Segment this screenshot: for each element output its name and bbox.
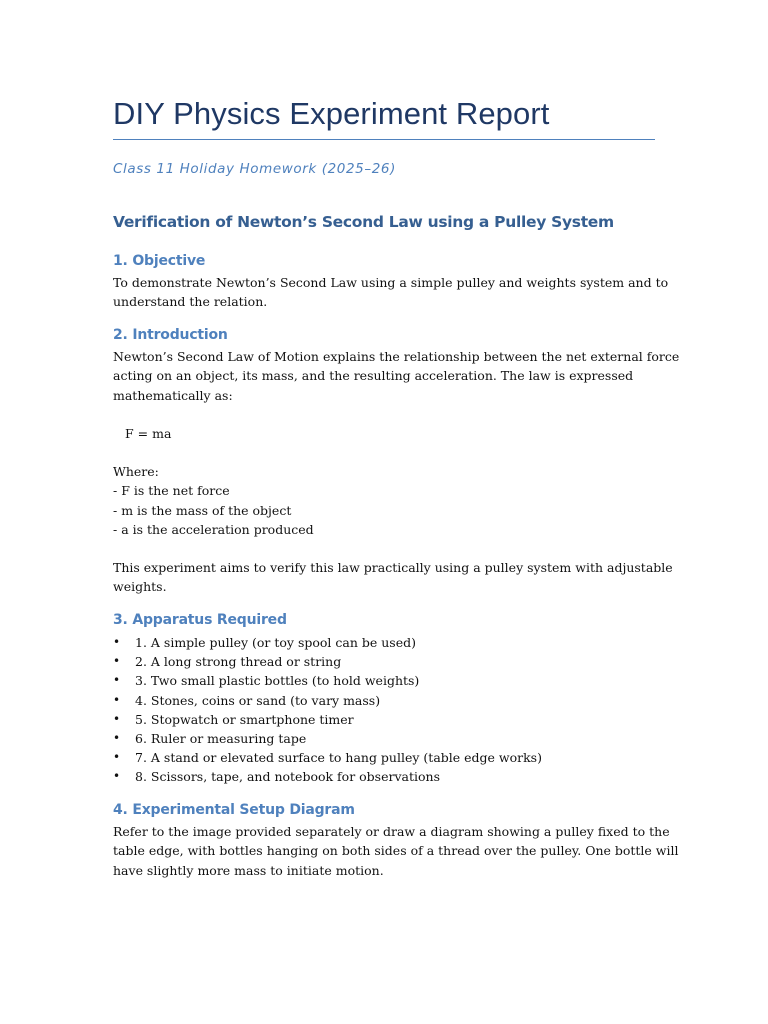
paragraph-line: acting on an object, its mass, and the resulting acceleration. The law is expressed: [113, 368, 634, 384]
document-title: DIY Physics Experiment Report: [113, 96, 550, 131]
bullet-icon: •: [113, 654, 121, 669]
apparatus-list: [113, 633, 542, 787]
where-item: - a is the acceleration produced: [113, 521, 314, 537]
bullet-icon: •: [113, 635, 121, 649]
bullet-icon: •: [113, 769, 121, 784]
list-item: [113, 633, 542, 652]
objective-paragraph: [113, 273, 669, 312]
introduction-heading: 2. Introduction: [113, 327, 228, 343]
list-item: [113, 671, 542, 690]
bullet-icon: •: [113, 730, 121, 745]
setup-paragraph: [113, 822, 679, 880]
introduction-paragraph: [113, 347, 680, 405]
list-item: [113, 652, 542, 671]
setup-heading: 4. Experimental Setup Diagram: [113, 802, 355, 818]
objective-heading: 1. Objective: [113, 253, 206, 269]
where-item: - m is the mass of the object: [113, 502, 292, 518]
document-subtitle: Class 11 Holiday Homework (2025–26): [113, 161, 396, 177]
list-item-text: 4. Stones, coins or sand (to vary mass): [135, 692, 381, 708]
paragraph-line: To demonstrate Newton’s Second Law using a simple pulley and weights system and to: [113, 275, 669, 290]
bullet-icon: •: [113, 750, 121, 765]
list-item: [113, 748, 542, 767]
list-item: [113, 710, 542, 729]
paragraph-line: Newton’s Second Law of Motion explains the relationship between the net external force: [113, 349, 680, 364]
where-item: - F is the net force: [113, 483, 230, 499]
paragraph-line: This experiment aims to verify this law practically using a pulley system with adjustable: [113, 560, 673, 575]
where-list: [113, 462, 653, 539]
where-label: Where:: [113, 464, 159, 479]
paragraph-line: have slightly more mass to initiate motion.: [113, 862, 384, 878]
list-item-text: 5. Stopwatch or smartphone timer: [135, 711, 354, 727]
paragraph-line: weights.: [113, 579, 167, 595]
paragraph-line: table edge, with bottles hanging on both sides of a thread over the pulley. One bottle will: [113, 843, 679, 859]
paragraph-line: understand the relation.: [113, 294, 268, 310]
bullet-icon: •: [113, 692, 121, 707]
apparatus-heading: 3. Apparatus Required: [113, 612, 287, 628]
paragraph-line: mathematically as:: [113, 387, 233, 403]
list-item-text: 1. A simple pulley (or toy spool can be used): [135, 635, 416, 650]
list-item: [113, 691, 542, 710]
list-item-text: 3. Two small plastic bottles (to hold weights): [135, 673, 420, 689]
bullet-icon: •: [113, 711, 121, 726]
list-item-text: 7. A stand or elevated surface to hang pulley (table edge works): [135, 750, 542, 766]
formula: F = ma: [125, 426, 172, 441]
main-heading: Verification of Newton’s Second Law using a Pulley System: [113, 213, 614, 231]
list-item-text: 8. Scissors, tape, and notebook for observations: [135, 769, 440, 785]
paragraph-line: Refer to the image provided separately or draw a diagram showing a pulley fixed to the: [113, 824, 670, 839]
list-item: [113, 767, 542, 786]
aim-paragraph: [113, 558, 673, 597]
title-underline: [113, 139, 655, 140]
list-item-text: 2. A long strong thread or string: [135, 654, 342, 670]
list-item-text: 6. Ruler or measuring tape: [135, 730, 307, 746]
list-item: [113, 729, 542, 748]
bullet-icon: •: [113, 673, 121, 688]
